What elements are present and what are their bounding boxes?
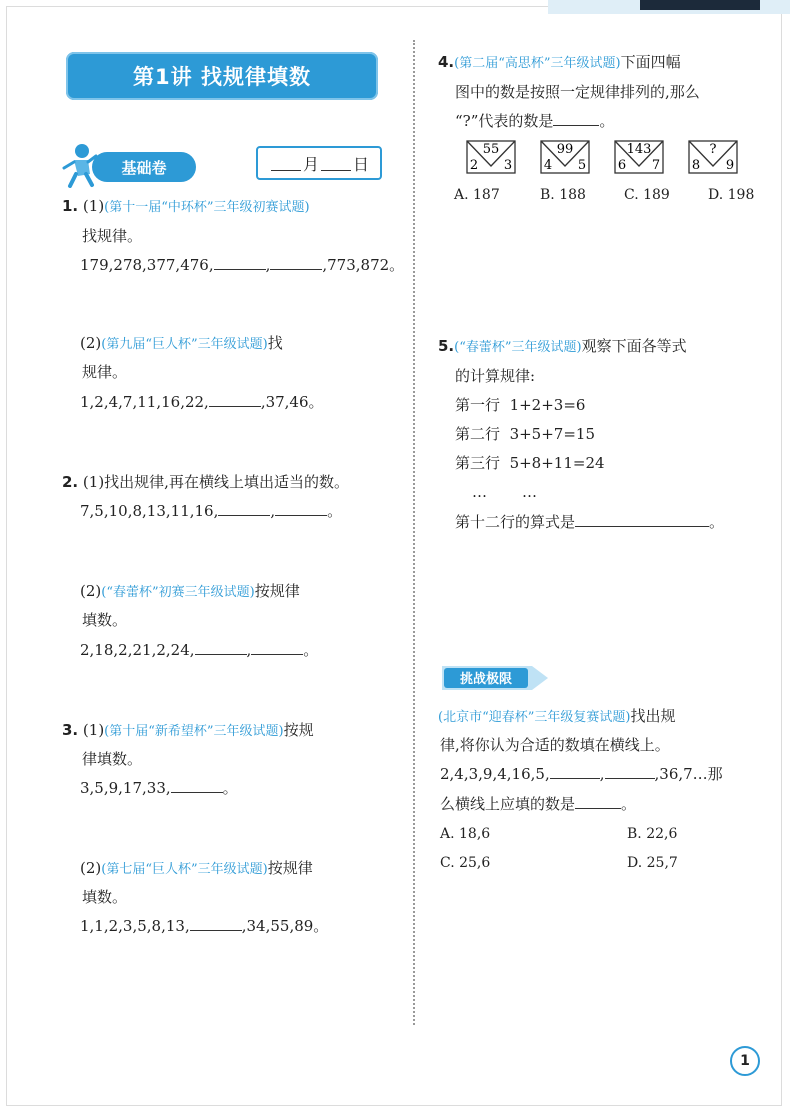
q5-ask-end: 。 [709,513,725,531]
envelope-1 [466,140,516,174]
envelope-4-top: ? [709,142,717,157]
q1-p1-text: 找规律。 [82,227,143,245]
q4-line3-b: 。 [599,112,615,130]
q3-p1-seq-a: 3,5,9,17,33, [80,779,171,797]
q2-p2-seq-a: 2,18,2,21,2,24, [80,641,195,659]
q5-dots-a: … [472,483,487,501]
challenge-tail: 找出规 [630,707,676,725]
q5-row-1-label: 第一行 [455,396,501,414]
q1-p1-seq-a: 179,278,377,476, [80,256,214,274]
q3-p1-tail: 按规 [283,721,314,739]
envelope-3-left: 6 [617,158,627,173]
q5-ask [455,512,724,532]
q2-p2-tag: (2) [80,582,102,600]
q2-p1-seq-b: 。 [327,502,343,520]
q2-p2-sequence [80,640,318,660]
day-blank[interactable] [321,156,351,171]
q5-row-1-equation: 1+2+3=6 [509,396,586,414]
q2-p2-text: 填数。 [82,611,128,629]
q5-row-1 [455,395,585,415]
envelope-2-top: 99 [556,142,574,157]
q2-p1-tag: (1) [82,473,105,491]
q4-option-a[interactable]: A. 187 [454,187,500,203]
q3-number: 3. [62,721,79,739]
q5-number: 5. [438,337,455,355]
challenge-sequence [440,764,723,784]
q3-p2-sequence [80,916,328,936]
q5-row-2-equation: 3+5+7=15 [509,425,595,443]
q2-p1-sequence [80,501,342,521]
date-box [256,146,382,180]
q5-header [438,336,687,358]
column-divider [413,40,415,1025]
envelope-1-left: 2 [469,158,479,173]
q3-p1-source: (第十届“新希望杯”三年级试题) [104,724,284,739]
q5-dots-b: … [522,483,537,501]
q1-p1-seq-b: ,773,872。 [322,256,405,274]
challenge-line2: 律,将你认为合适的数填在横线上。 [440,736,670,754]
challenge-header [438,706,675,728]
q1-p1-tag: (1) [82,197,105,215]
q5-row-3-label: 第三行 [455,454,501,472]
q5-line2: 的计算规律: [455,367,536,385]
challenge-seq-sep: , [599,765,605,783]
q3-p2-blank[interactable] [190,916,242,931]
q1-p2-text: 规律。 [82,363,128,381]
q4-option-b[interactable]: B. 188 [540,187,586,203]
envelope-4-left: 8 [691,158,701,173]
q4-line3 [455,111,614,131]
envelope-3 [614,140,664,174]
challenge-line4 [440,794,636,814]
challenge-option-d[interactable]: D. 25,7 [627,855,678,871]
lesson-title-box [66,52,378,100]
q5-row-3 [455,453,605,473]
envelope-2-right: 5 [577,158,587,173]
lesson-title: 第1讲 找规律填数 [133,65,311,89]
q4-line2: 图中的数是按照一定规律排列的,那么 [455,83,700,101]
q3-part1-header [62,720,314,742]
envelope-3-top: 143 [626,142,652,157]
q3-p1-seq-b: 。 [222,779,238,797]
q4-option-c[interactable]: C. 189 [624,187,670,203]
envelope-1-top: 55 [482,142,500,157]
challenge-seq-a: 2,4,3,9,4,16,5, [440,765,550,783]
q3-p2-seq-b: ,34,55,89。 [241,917,329,935]
q2-p1-seq-a: 7,5,10,8,13,11,16, [80,502,219,520]
q3-p1-text: 律填数。 [82,750,143,768]
q2-part1-header [62,472,349,492]
envelope-2 [540,140,590,174]
q4-number: 4. [438,53,455,71]
q2-p2-tail: 按规律 [254,582,300,600]
challenge-blank-1[interactable] [550,764,600,779]
q4-header [438,52,681,74]
q1-p2-sequence [80,392,324,412]
envelope-4 [688,140,738,174]
q1-p2-tag: (2) [80,334,102,352]
q1-p2-tail: 找 [267,334,283,352]
q5-blank[interactable] [575,512,709,527]
q1-p2-seq-b: ,37,46。 [260,393,324,411]
q1-number: 1. [62,197,79,215]
q2-p1-blank-2[interactable] [275,501,327,516]
q2-p2-blank-1[interactable] [195,640,247,655]
challenge-badge [440,664,550,692]
q3-p2-source: (第七届“巨人杯”三年级试题) [101,862,268,877]
challenge-source: (北京市“迎春杯”三年级复赛试题) [438,710,631,725]
q4-option-d[interactable]: D. 198 [708,187,755,203]
header-strip-dark [640,0,760,10]
month-blank[interactable] [271,156,301,171]
challenge-blank-2[interactable] [605,764,655,779]
q2-p2-blank-2[interactable] [251,640,303,655]
q1-p2-seq-a: 1,2,4,7,11,16,22, [80,393,209,411]
challenge-blank-3[interactable] [575,794,621,809]
q1-p1-source: (第十一届“中环杯”三年级初赛试题) [104,200,310,215]
q2-p2-seq-b: 。 [303,641,319,659]
envelope-4-right: 9 [725,158,735,173]
q5-tail: 观察下面各等式 [581,337,687,355]
q1-part2-header [80,333,283,355]
q5-row-2-label: 第二行 [455,425,501,443]
challenge-seq-b: ,36,7…那 [654,765,723,783]
challenge-line4-a: 么横线上应填的数是 [440,795,576,813]
envelope-1-right: 3 [503,158,513,173]
q2-p1-seq-sep: , [270,502,276,520]
q1-p1-seq-sep: , [265,256,271,274]
q1-p2-blank[interactable] [209,392,261,407]
q3-p1-tag: (1) [82,721,105,739]
q2-p2-source: (“春蕾杯”初赛三年级试题) [101,585,255,600]
q3-p2-text: 填数。 [82,888,128,906]
q2-part2-header [80,581,300,603]
month-label: 月 [302,154,319,174]
q2-number: 2. [62,473,79,491]
q5-row-3-equation: 5+8+11=24 [509,454,605,472]
challenge-badge-label: 挑战极限 [459,672,513,687]
q4-source: (第二届“高思杯”三年级试题) [454,56,621,71]
q1-part1-header [62,196,310,218]
q3-p2-tail: 按规律 [267,859,313,877]
q5-ask-text: 第十二行的算式是 [455,513,576,531]
q4-line3-a: “?”代表的数是 [455,112,554,130]
q2-p1-text: 找出规律,再在横线上填出适当的数。 [104,473,349,491]
q1-p1-blank-1[interactable] [214,255,266,270]
q4-blank[interactable] [553,111,599,126]
q4-tail: 下面四幅 [620,53,681,71]
envelope-2-left: 4 [543,158,553,173]
challenge-line4-b: 。 [621,795,637,813]
q1-p2-source: (第九届“巨人杯”三年级试题) [101,337,268,352]
challenge-option-b[interactable]: B. 22,6 [627,826,678,842]
q3-p2-tag: (2) [80,859,102,877]
challenge-option-a[interactable]: A. 18,6 [440,826,491,842]
q5-source: (“春蕾杯”三年级试题) [454,340,582,355]
section-badge [92,152,196,182]
section-label: 基础卷 [121,158,167,177]
q3-p1-blank[interactable] [171,778,223,793]
challenge-option-c[interactable]: C. 25,6 [440,855,491,871]
q3-part2-header [80,858,313,880]
q2-p1-blank-1[interactable] [218,501,270,516]
day-label: 日 [353,154,370,174]
q1-p1-sequence [80,255,404,275]
envelope-3-right: 7 [651,158,661,173]
q3-p1-sequence [80,778,238,798]
q1-p1-blank-2[interactable] [270,255,322,270]
page-number: 1 [730,1046,760,1076]
q3-p2-seq-a: 1,1,2,3,5,8,13, [80,917,190,935]
q2-p2-seq-sep: , [246,641,252,659]
q5-row-2 [455,424,595,444]
